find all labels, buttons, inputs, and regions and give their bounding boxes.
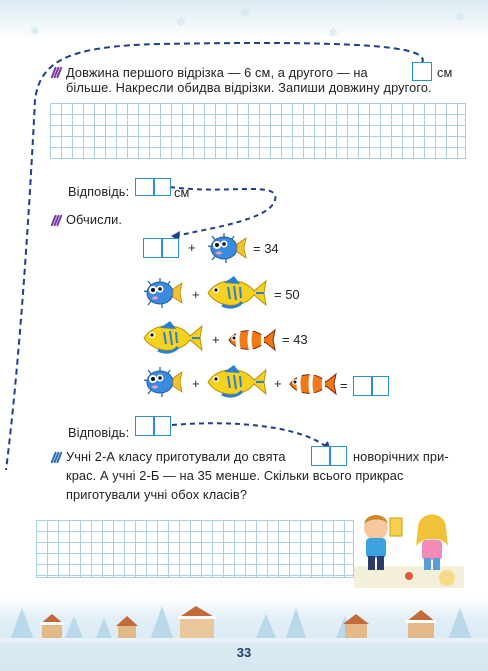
snowflake-icon: ❄ (240, 6, 251, 20)
solution-grid[interactable] (36, 520, 354, 578)
snowflake-icon: ❄ (455, 10, 466, 24)
task1-text-line1-start: Довжина першого відрізка — 6 см, а другого — на (66, 65, 368, 80)
bullet-icon (50, 214, 63, 227)
task3-text-line2: крас. А учні 2-Б — на 35 менше. Скільки всього прикрас (66, 468, 404, 483)
blowfish-icon (140, 366, 184, 398)
blowfish-icon (140, 277, 184, 309)
equals-sign: = (340, 378, 348, 393)
task2-instruction: Обчисли. (66, 212, 123, 227)
winter-landscape-illustration (0, 598, 488, 643)
snowflake-icon: ❄ (30, 24, 41, 38)
clownfish-icon (227, 324, 277, 356)
eq1-result: = 34 (253, 241, 279, 256)
plus-sign: + (192, 287, 200, 302)
plus-sign: + (192, 376, 200, 391)
plus-sign: + (188, 240, 196, 255)
task3-text-line1-end: новорічних при- (353, 449, 449, 464)
plus-sign: + (212, 332, 220, 347)
answer-box-divider (329, 447, 331, 465)
eq2-result: = 50 (274, 287, 300, 302)
drawing-grid-1[interactable] (50, 103, 466, 159)
task1-answer-label: Відповідь: (68, 184, 130, 199)
task2-answer-label: Відповідь: (68, 425, 130, 440)
task1-text-line1-end: см (437, 65, 453, 80)
answer-box-divider (161, 239, 163, 257)
yellow-fish-icon (204, 275, 268, 311)
snowflake-icon: ❄ (328, 26, 339, 40)
children-playing-illustration (354, 506, 464, 588)
page-number: 33 (236, 645, 252, 660)
plus-sign: + (274, 376, 282, 391)
bullet-icon (50, 66, 63, 79)
task1-text-line2: більше. Накресли обидва відрізки. Запиши довжину другого. (66, 80, 432, 95)
task1-answer-unit: см (174, 185, 190, 200)
yellow-fish-icon (204, 364, 268, 400)
task3-text-line3: приготували учні обох класів? (66, 487, 248, 502)
clownfish-icon (288, 368, 338, 400)
answer-box-divider (153, 417, 155, 435)
blowfish-icon (204, 232, 248, 264)
answer-box-divider (153, 179, 155, 195)
bullet-icon (50, 451, 63, 464)
snowflake-icon: ❄ (176, 15, 187, 29)
task3-text-line1-start: Учні 2-А класу приготували до свята (66, 449, 286, 464)
yellow-fish-icon (140, 320, 204, 356)
answer-box-divider (371, 377, 373, 395)
eq3-result: = 43 (282, 332, 308, 347)
